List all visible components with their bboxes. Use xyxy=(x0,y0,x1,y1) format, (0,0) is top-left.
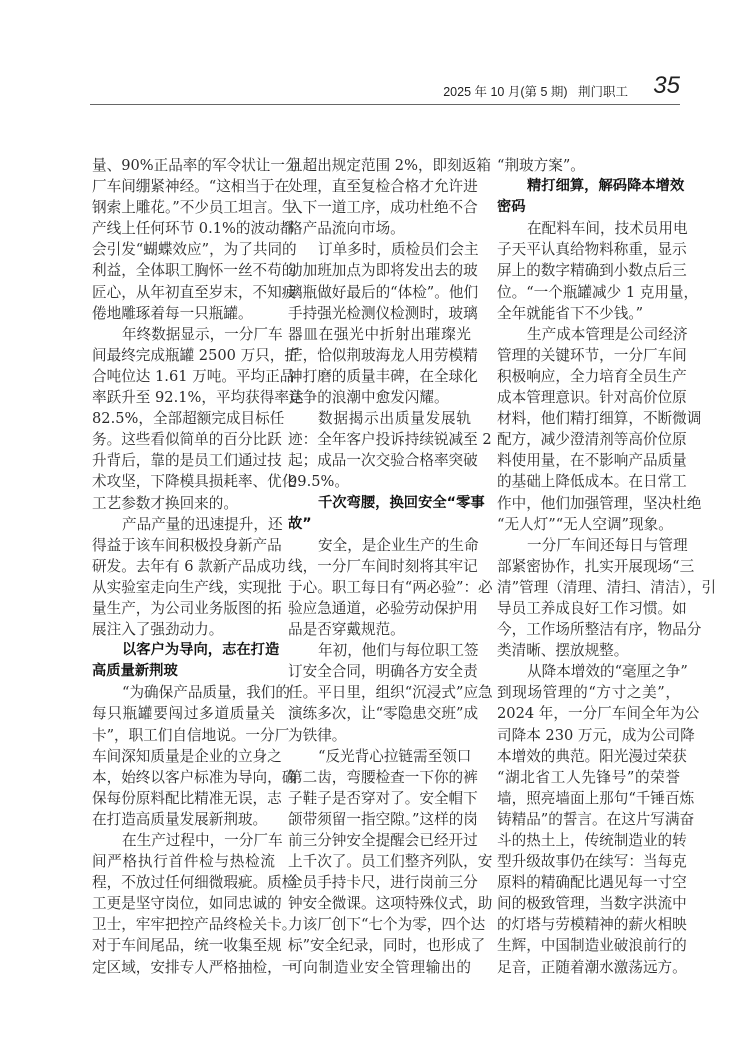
text-line: 竞争的浪潮中愈发闪耀。 xyxy=(288,389,449,407)
text-line: 配方，减少澄清剂等高价位原 xyxy=(497,431,687,449)
text-line: 生辉，中国制造业破浪前行的 xyxy=(497,937,687,955)
text-line: 本，始终以客户标准为导向，确 xyxy=(92,768,297,786)
text-line: “无人灯”“无人空调”现象。 xyxy=(497,515,673,533)
text-line: 本增效的典范。阳光漫过荣获 xyxy=(497,747,687,765)
text-column-1 xyxy=(92,155,304,978)
text-line: 千次弯腰，换回安全“零事 xyxy=(318,494,485,511)
text-line: 订单多时，质检员们会主 xyxy=(318,241,479,259)
text-line: 任。平日里，组织“沉浸式”应急 xyxy=(288,684,493,702)
paragraph xyxy=(92,155,300,324)
text-line: 起；成品一次交验合格率突破 xyxy=(288,452,478,470)
text-line: 倦地雕琢着每一只瓶罐。 xyxy=(92,304,253,322)
text-line: 产品产量的迅速提升，还 xyxy=(122,515,283,533)
text-line: 2024 年，一分厂车间全年为公 xyxy=(497,705,700,723)
paragraph xyxy=(497,218,699,323)
section-heading xyxy=(288,493,485,535)
text-line: 利益，全体职工胸怀一丝不苟的 xyxy=(92,262,297,280)
text-line: 程，不放过任何细微瑕疵。质检 xyxy=(92,874,297,892)
text-line: 钟安全微课。这项特殊仪式，助 xyxy=(288,895,493,913)
text-line: 迹：全年客户投诉持续锐减至 2 xyxy=(288,431,492,449)
paragraph xyxy=(497,661,700,977)
paragraph xyxy=(92,514,286,641)
text-line: 间严格执行首件检与热检流 xyxy=(92,853,275,871)
text-line: 料使用量，在不影响产品质量 xyxy=(497,452,687,470)
text-line: 屏上的数字精确到小数点后三 xyxy=(497,262,687,280)
text-line: 99.5%。 xyxy=(288,473,349,491)
paragraph xyxy=(497,324,702,535)
text-line: 手持强光检测仪检测时，玻璃 xyxy=(288,304,478,322)
text-line: 升背后，靠的是员工们通过技 xyxy=(92,452,282,470)
text-line: 务。这些看似简单的百分比跃 xyxy=(92,431,282,449)
text-line: 每只瓶罐要闯过多道质量关 xyxy=(92,705,275,723)
text-line: 定区域，安排专人严格抽检，一 xyxy=(92,958,297,976)
text-line: 卫士，牢牢把控产品终检关卡。 xyxy=(92,916,297,934)
text-line: 演练多次，让“零隐患交班”成 xyxy=(288,705,479,723)
paragraph xyxy=(92,682,297,830)
text-column-3 xyxy=(497,155,717,978)
text-line: 精打细算，解码降本增效 xyxy=(527,178,685,195)
text-line: 清”管理（清理、清扫、清洁），引 xyxy=(497,578,717,596)
text-line: 品是否穿戴规范。 xyxy=(288,621,405,639)
text-line: 产线上任何环节 0.1%的波动都 xyxy=(92,220,295,238)
section-heading xyxy=(497,176,685,218)
text-line: 匠心，从年初直至岁末，不知疲 xyxy=(92,283,297,301)
text-line: 足音，正随着潮水激荡远方。 xyxy=(497,958,687,976)
text-line: 间的极致管理，当数字洪流中 xyxy=(497,895,687,913)
text-line: 量生产，为公司业务版图的拓 xyxy=(92,599,282,617)
text-line: 导员工养成良好工作习惯。如 xyxy=(497,599,687,617)
paragraph xyxy=(288,155,491,239)
text-line: 订安全合同，明确各方安全责 xyxy=(288,663,478,681)
text-line: 司降本 230 万元，成为公司降 xyxy=(497,726,695,744)
text-line: 上千次了。员工们整齐列队，安 xyxy=(288,853,493,871)
text-line: 卡”，职工们自信地说。一分厂 xyxy=(92,726,290,744)
text-line: 车间深知质量是企业的立身之 xyxy=(92,747,282,765)
text-line: 到现场管理的“方寸之美”， xyxy=(497,684,680,702)
text-line: 全员手持卡尺，进行岗前三分 xyxy=(288,874,478,892)
text-line: 数据揭示出质量发展轨 xyxy=(318,410,471,428)
text-line: 验应急通道，必验劳动保护用 xyxy=(288,599,478,617)
text-line: 入下一道工序，成功杜绝不合 xyxy=(288,199,478,217)
text-line: 年初，他们与每位职工签 xyxy=(318,642,479,660)
text-line: 会引发“蝴蝶效应”，为了共同的 xyxy=(92,241,297,259)
text-line: 格产品流向市场。 xyxy=(288,220,405,238)
text-line: 型升级故事仍在续写：当每克 xyxy=(497,853,687,871)
text-line: 前三分钟安全提醒会已经开过 xyxy=(288,832,478,849)
text-line: 动加班加点为即将发出去的玻 xyxy=(288,262,478,280)
text-line: 率跃升至 92.1%，平均获得率达 xyxy=(92,389,304,407)
text-line: 成本管理意识。针对高价位原 xyxy=(497,389,687,407)
text-line: 处理，直至复检合格才允许进 xyxy=(288,178,478,196)
text-line: 璃瓶做好最后的“体检”。他们 xyxy=(288,283,479,301)
text-line: 材料，他们精打细算，不断微调 xyxy=(497,410,702,428)
text-line: 墙，照亮墙面上那句“千锤百炼 xyxy=(497,789,695,807)
text-line: “反光背心拉链需至领口 xyxy=(318,747,472,765)
text-line: 颌带须留一指空隙。”这样的岗 xyxy=(288,810,478,828)
text-line: 安全，是企业生产的生命 xyxy=(318,536,479,554)
text-line: 铸精品”的誓言。在这片写满奋 xyxy=(497,810,695,828)
text-line: “为确保产品质量，我们的 xyxy=(122,684,290,702)
text-line: 密码 xyxy=(497,199,526,216)
section-heading xyxy=(92,640,280,682)
paragraph xyxy=(92,830,297,978)
text-line: 展注入了强劲动力。 xyxy=(92,621,224,639)
text-line: 保每份原料配比精准无误，志 xyxy=(92,789,282,807)
text-line: 器皿在强光中折射出璀璨光 xyxy=(288,325,471,343)
paragraph xyxy=(288,239,479,408)
text-line: 对于车间尾品，统一收集至规 xyxy=(92,937,282,955)
text-line: 厂车间绷紧神经。“这相当于在 xyxy=(92,178,290,196)
text-line: 以客户为导向，志在打造 xyxy=(122,642,280,659)
text-line: 钢索上雕花。”不少员工坦言。生 xyxy=(92,199,297,217)
text-line: 研发。去年有 6 款新产品成功 xyxy=(92,557,286,575)
text-line: 今，工作场所整洁有序，物品分 xyxy=(497,621,702,639)
text-line: 神打磨的质量丰碑，在全球化 xyxy=(288,367,478,385)
text-line: 子天平认真给物料称重，显示 xyxy=(497,241,687,259)
paragraph xyxy=(497,535,717,662)
paragraph xyxy=(92,324,304,514)
text-line: 年终数据显示，一分厂车 xyxy=(122,325,283,343)
text-line: 子鞋子是否穿对了。安全帽下 xyxy=(288,789,478,807)
text-line: 得益于该车间积极投身新产品 xyxy=(92,536,282,554)
text-line: 从实验室走向生产线，实现批 xyxy=(92,578,282,596)
text-line: 的灯塔与劳模精神的薪火相映 xyxy=(497,916,687,934)
text-line: 部紧密协作，扎实开展现场“三 xyxy=(497,557,695,575)
text-line: “荆玻方案”。 xyxy=(497,157,585,174)
text-line: 的基础上降低成本。在日常工 xyxy=(497,473,687,491)
text-line: 全年就能省下不少钱。” xyxy=(497,304,644,322)
text-line: 位。“一个瓶罐减少 1 克用量， xyxy=(497,283,699,301)
text-line: 积极响应，全力培育全员生产 xyxy=(497,367,687,385)
text-line: “湖北省工人先锋号”的荣誉 xyxy=(497,768,680,786)
paragraph xyxy=(288,640,493,745)
text-line: 工艺参数才换回来的。 xyxy=(92,494,238,512)
issue-info: 2025 年 10 月(第 5 期) 荆门职工 xyxy=(443,85,628,99)
text-line: 且超出规定范围 2%，即刻返箱 xyxy=(288,157,491,174)
text-column-2 xyxy=(288,155,493,978)
text-line: 线，一分厂车间时刻将其牢记 xyxy=(288,557,478,575)
text-line: 斗的热土上，传统制造业的转 xyxy=(497,832,687,849)
text-line: 力该厂创下“七个为零，四个达 xyxy=(288,916,486,934)
text-line: 一分厂车间还每日与管理 xyxy=(527,536,688,554)
text-line: 术攻坚，下降模具损耗率、优化 xyxy=(92,473,297,491)
text-line: 在打造高质量发展新荆玻。 xyxy=(92,810,268,828)
text-line: 管理的关键环节，一分厂车间 xyxy=(497,346,687,364)
text-line: 原料的精确配比遇见每一寸空 xyxy=(497,874,687,892)
text-line: 工更是坚守岗位，如同忠诚的 xyxy=(92,895,282,913)
text-line: 间最终完成瓶罐 2500 万只，折 xyxy=(92,346,299,364)
page-number: 35 xyxy=(653,72,680,99)
text-line: 高质量新荆玻 xyxy=(92,663,178,680)
text-line: 82.5%，全部超额完成目标任 xyxy=(92,410,285,428)
paragraph xyxy=(497,155,680,176)
text-line: 在生产过程中，一分厂车 xyxy=(122,832,283,849)
text-line: 合吨位达 1.61 万吨。平均正品 xyxy=(92,367,295,385)
text-line: 第二齿，弯腰检查一下你的裤 xyxy=(288,768,478,786)
text-line: 类清晰、摆放规整。 xyxy=(497,642,629,660)
text-line: 量、90%正品率的军令状让一分 xyxy=(92,157,300,174)
text-line: 作中，他们加强管理，坚决杜绝 xyxy=(497,494,702,512)
page-header xyxy=(90,70,680,105)
text-line: 在配料车间，技术员用电 xyxy=(527,220,688,238)
text-line: 生产成本管理是公司经济 xyxy=(527,325,688,343)
text-line: 可向制造业安全管理输出的 xyxy=(288,958,471,976)
text-line: 标”安全纪录，同时，也形成了 xyxy=(288,937,486,955)
text-line: 为铁律。 xyxy=(288,726,347,744)
paragraph xyxy=(288,746,493,978)
paragraph xyxy=(288,535,493,640)
text-line: 芒，恰似荆玻海龙人用劳模精 xyxy=(288,346,478,364)
text-line: 故” xyxy=(288,515,312,532)
text-line: 从降本增效的“毫厘之争” xyxy=(527,663,688,681)
text-line: 于心。职工每日有“两必验”：必 xyxy=(288,578,493,596)
paragraph xyxy=(288,408,492,492)
